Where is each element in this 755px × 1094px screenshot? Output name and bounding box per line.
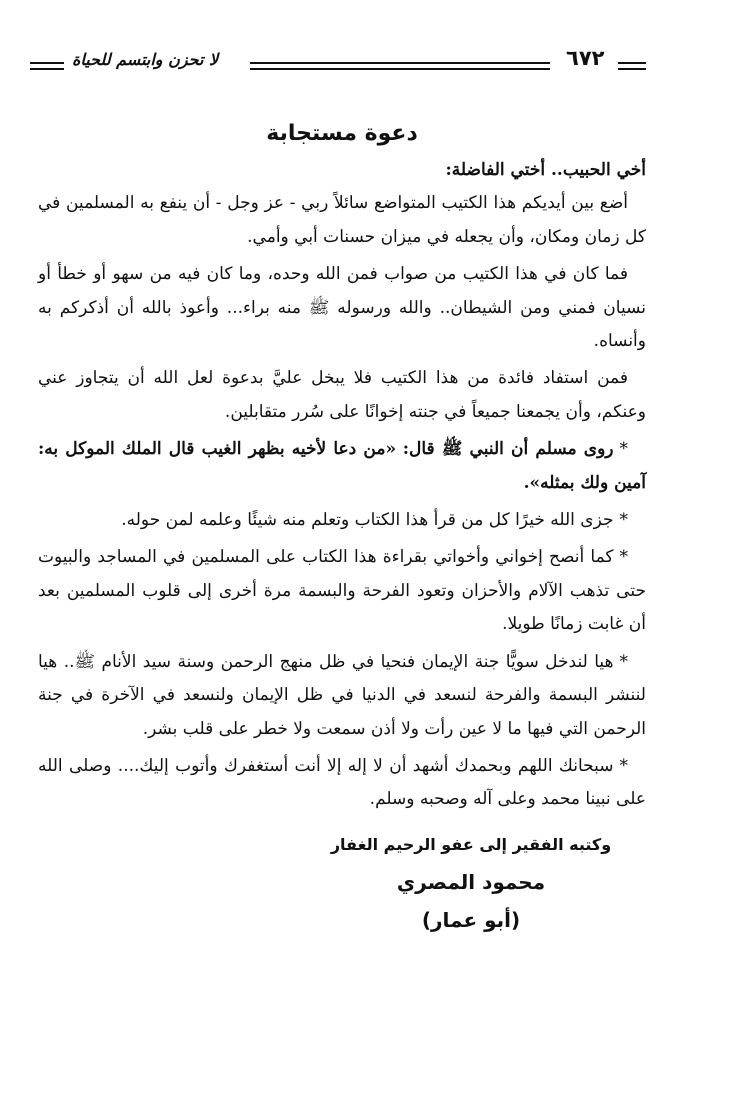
- signature-line: وكتبه الفقير إلى عفو الرحيم الغفار: [330, 834, 612, 854]
- bullet-text: سبحانك اللهم وبحمدك أشهد أن لا إله إلا أنت أستغفرك وأتوب إليك.... وصلى الله على نبينا محمد وعلى آله وصحبه وسلم.: [38, 755, 646, 810]
- asterisk-icon: *: [619, 547, 628, 568]
- header-rule-left: [30, 62, 64, 70]
- header-rule-middle: [250, 62, 550, 70]
- page-body: [38, 118, 646, 939]
- page-header: [30, 46, 650, 82]
- bullet-text: هيا لندخل سويًّا جنة الإيمان فنحيا في ظل منهج الرحمن وسنة سيد الأنام ﷺ.. هيا لننشر البسمة والفرحة لنسعد في الدنيا في ظل الإيمان ولنسعد في الآخرة في جنة الرحمن التي فيها ما لا عين رأت ولا أذن سمعت ولا خطر على قلب بشر.: [38, 651, 646, 739]
- hadith-quote: «من دعا لأخيه بظهر الغيب قال الملك الموكل به: آمين ولك بمثله».: [38, 439, 646, 493]
- bullet-5: [38, 750, 646, 817]
- asterisk-icon: *: [619, 651, 628, 672]
- paragraph-3: فمن استفاد فائدة من هذا الكتيب فلا يبخل عليَّ بدعوة لعل الله أن يتجاوز عني وعنكم، وأن يجمعنا جميعاً في جنته إخوانًا على سُرر متقابلين.: [38, 368, 646, 422]
- bullet-2: [38, 504, 646, 537]
- asterisk-icon: *: [619, 510, 628, 531]
- paragraph-1: أضع بين أيديكم هذا الكتيب المتواضع سائلاً ربي - عز وجل - أن ينفع به المسلمين في كل زمان ومكان، وأن يجعله في ميزان حسنات أبي وأمي.: [38, 193, 646, 247]
- page-number: ٦٧٢: [566, 46, 605, 70]
- bullet-4: [38, 646, 646, 746]
- bullet-3: [38, 541, 646, 641]
- header-rule-right: [618, 62, 646, 70]
- bullet-text: جزى الله خيرًا كل من قرأ هذا الكتاب وتعلم منه شيئًا وعلمه لمن حوله.: [121, 510, 614, 531]
- author-name: محمود المصري: [396, 869, 546, 894]
- paragraph-2: فما كان في هذا الكتيب من صواب فمن الله وحده، وما كان فيه من سهو أو خطأ أو نسيان فمني ومن الشيطان.. والله ورسوله ﷺ منه براء... وأعوذ بالله أن أذكركم به وأنساه.: [38, 264, 646, 352]
- author-kunya: (أبو عمار): [421, 907, 521, 932]
- bullet-text: كما أنصح إخواني وأخواتي بقراءة هذا الكتاب على المسلمين في المساجد والبيوت حتى تذهب الآلام والأحزان وتعود الفرحة والبسمة مرة أخرى إلى قلوب المسلمين بعد أن غابت زمانًا طويلا.: [38, 547, 646, 635]
- running-title: لا تحزن وابتسم للحياة: [72, 50, 219, 69]
- hadith-lead: روى مسلم أن النبي ﷺ قال:: [402, 439, 614, 460]
- asterisk-icon: *: [619, 755, 628, 776]
- bullet-hadith: [38, 433, 646, 500]
- greeting: أخي الحبيب.. أختي الفاضلة:: [445, 160, 646, 180]
- asterisk-icon: *: [619, 439, 628, 460]
- section-title: دعوة مستجابة: [266, 121, 418, 146]
- signature-block: [296, 827, 646, 939]
